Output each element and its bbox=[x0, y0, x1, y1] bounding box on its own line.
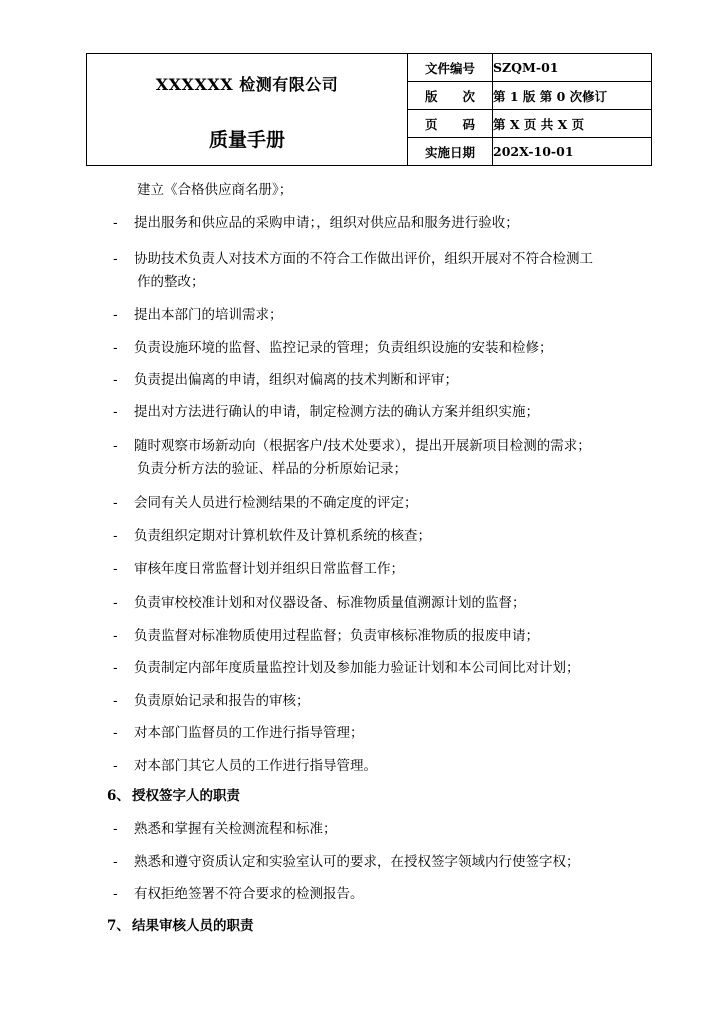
list-dash: - bbox=[113, 821, 118, 837]
header-label-date: 实施日期 bbox=[408, 138, 493, 166]
list-dash: - bbox=[113, 528, 118, 544]
header-value-page: 第 X 页 共 X 页 bbox=[493, 110, 652, 138]
list-item: 负责制定内部年度质量监控计划及参加能力验证计划和本公司间比对计划； bbox=[134, 660, 580, 676]
list-dash: - bbox=[113, 340, 118, 356]
list-dash: - bbox=[113, 854, 118, 870]
list-item: 负责原始记录和报告的审核； bbox=[134, 693, 310, 709]
list-item: 负责设施环境的监督、监控记录的管理；负责组织设施的安装和检修； bbox=[134, 340, 553, 356]
list-dash: - bbox=[113, 725, 118, 741]
list-dash: - bbox=[113, 628, 118, 644]
section-heading: 授权签字人的职责 bbox=[132, 788, 240, 804]
section-number: 7、 bbox=[107, 918, 130, 934]
list-dash: - bbox=[113, 372, 118, 388]
list-dash: - bbox=[113, 561, 118, 577]
header-value-edition: 第 1 版 第 0 次修订 bbox=[493, 82, 652, 110]
list-item: 审核年度日常监督计划并组织日常监督工作； bbox=[134, 561, 404, 577]
list-item: 熟悉和掌握有关检测流程和标准； bbox=[134, 821, 337, 837]
list-dash: - bbox=[113, 251, 118, 267]
list-item-continuation: 作的整改； bbox=[137, 274, 205, 290]
list-item: 有权拒绝签署不符合要求的检测报告。 bbox=[134, 886, 364, 902]
list-dash: - bbox=[113, 438, 118, 454]
list-item: 提出服务和供应品的采购申请；，组织对供应品和服务进行验收； bbox=[134, 215, 519, 231]
document-header-table bbox=[86, 53, 652, 166]
list-item-continuation: 负责分析方法的验证、样品的分析原始记录； bbox=[137, 461, 407, 477]
company-name: XXXXXX 检测有限公司 bbox=[155, 74, 339, 94]
header-label-page: 页 码 bbox=[408, 110, 493, 138]
list-dash: - bbox=[113, 495, 118, 511]
list-dash: - bbox=[113, 404, 118, 420]
list-item: 提出本部门的培训需求； bbox=[134, 307, 283, 323]
header-value-file-number: SZQM-01 bbox=[493, 54, 652, 82]
list-item: 熟悉和遵守资质认定和实验室认可的要求，在授权签字领域内行使签字权； bbox=[134, 854, 580, 870]
list-dash: - bbox=[113, 758, 118, 774]
list-item: 负责提出偏离的申请，组织对偏离的技术判断和评审； bbox=[134, 372, 458, 388]
list-dash: - bbox=[113, 886, 118, 902]
section-number: 6、 bbox=[107, 788, 130, 804]
list-item: 随时观察市场新动向（根据客户/技术处要求），提出开展新项目检测的需求； bbox=[134, 438, 591, 454]
list-dash: - bbox=[113, 660, 118, 676]
list-item: 提出对方法进行确认的申请，制定检测方法的确认方案并组织实施； bbox=[134, 404, 539, 420]
list-item: 协助技术负责人对技术方面的不符合工作做出评价，组织开展对不符合检测工 bbox=[134, 251, 593, 267]
list-item: 对本部门监督员的工作进行指导管理； bbox=[134, 725, 364, 741]
list-dash: - bbox=[113, 693, 118, 709]
section-heading: 结果审核人员的职责 bbox=[132, 918, 254, 934]
intro-line: 建立《合格供应商名册》； bbox=[137, 182, 293, 198]
list-item: 负责组织定期对计算机软件及计算机系统的核查； bbox=[134, 528, 431, 544]
header-label-edition: 版 次 bbox=[408, 82, 493, 110]
header-value-date: 202X-10-01 bbox=[493, 138, 652, 166]
header-label-file-number: 文件编号 bbox=[408, 54, 493, 82]
list-dash: - bbox=[113, 595, 118, 611]
list-item: 会同有关人员进行检测结果的不确定度的评定； bbox=[134, 495, 418, 511]
list-dash: - bbox=[113, 307, 118, 323]
list-dash: - bbox=[113, 215, 118, 231]
company-cell bbox=[87, 54, 408, 166]
list-item: 对本部门其它人员的工作进行指导管理。 bbox=[134, 758, 377, 774]
list-item: 负责监督对标准物质使用过程监督；负责审核标准物质的报废申请； bbox=[134, 628, 539, 644]
document-title: 质量手册 bbox=[208, 128, 285, 151]
list-item: 负责审校校准计划和对仪器设备、标准物质量值溯源计划的监督； bbox=[134, 595, 526, 611]
